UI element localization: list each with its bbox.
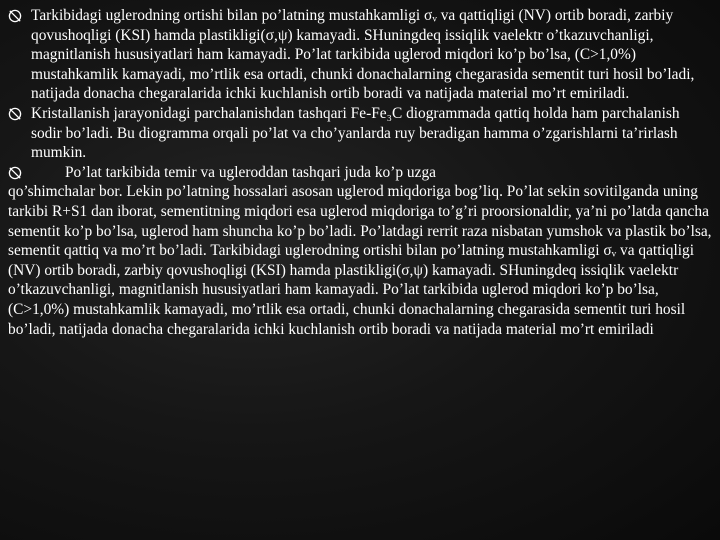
bullet-item: [8, 6, 714, 104]
crossed-circle-icon: [8, 166, 22, 180]
bullet-text: Kristallanish jarayonidagi parchalanishdan tashqari Fe-Fe₃C diogrammada qattiq holda ham parchalanish sodir bo’ladi. Bu diogramma orqali po’lat va cho’yanlarda ruy beradigan hamma o’zgarishlarni ta’rirlash mumkin.: [31, 104, 680, 162]
crossed-circle-icon: [8, 107, 22, 121]
slide-content: [8, 6, 714, 534]
bullet-text: qo’shimchalar bor. Lekin po’latning hossalari asosan uglerod miqdoriga bog’liq. Po’lat sekin sovitilganda uning tarkibi R+S1 dan iborat, sementitning miqdori esa uglerod miqdoriga to’g’ri proorsionaldir, ya’ni po’latda qancha sementit ko’p bo’lsa, uglerod ham shuncha ko’p bo’ladi. Po’latdagi rerrit raza nisbatan yumshok va plastik bo’lsa, sementit qattiq va mo’rt bo’ladi. Tarkibidagi uglerodning ortishi bilan po’latning mustahkamligi σᵥ va qattiqligi (NV) ortib boradi, zarbiy qovushoqligi (KSI) hamda plastikligi(σ,ψ) kamayadi. SHuningdeq issiqlik vaelektr o’tkazuvchanligi, magnitlanish hususiyatlari ham kamayadi. Po’lat tarkibida uglerod miqdori ko’p bo’lsa, (C>1,0%) mustahkamlik kamayadi, mo’rtlik esa ortadi, chunki donachalarning chegarasida sementit turi hosil bo’ladi, natijada donacha chegaralarida ichki kuchlanish ortib boradi va natijada material mo’rt emiriladi: [8, 183, 712, 338]
crossed-circle-icon: [8, 9, 22, 23]
bullet-lead-text: Po’lat tarkibida temir va uglerоddan tashqari juda ko’p uzga: [65, 163, 436, 181]
bullet-item: [8, 104, 714, 163]
bullet-item: [8, 163, 714, 339]
bullet-text: Tarkibidagi uglerodning ortishi bilan po’latning mustahkamligi σᵥ va qattiqligi (NV) ortib boradi, zarbiy qovushoqligi (KSI) hamda plastikligi(σ,ψ) kamayadi. SHuningdeq issiqlik vaelektr o’tkazuvchanligi, magnitlanish hususiyatlari ham kamayadi. Po’lat tarkibida uglerod miqdori ko’p bo’lsa, (C>1,0%) mustahkamlik kamayadi, mo’rtlik esa ortadi, chunki donachalarning chegarasida sementit turi hosil bo’ladi, natijada donacha chegaralarida ichki kuchlanish ortib boradi va natijada material mo’rt emiriladi.: [31, 7, 695, 103]
